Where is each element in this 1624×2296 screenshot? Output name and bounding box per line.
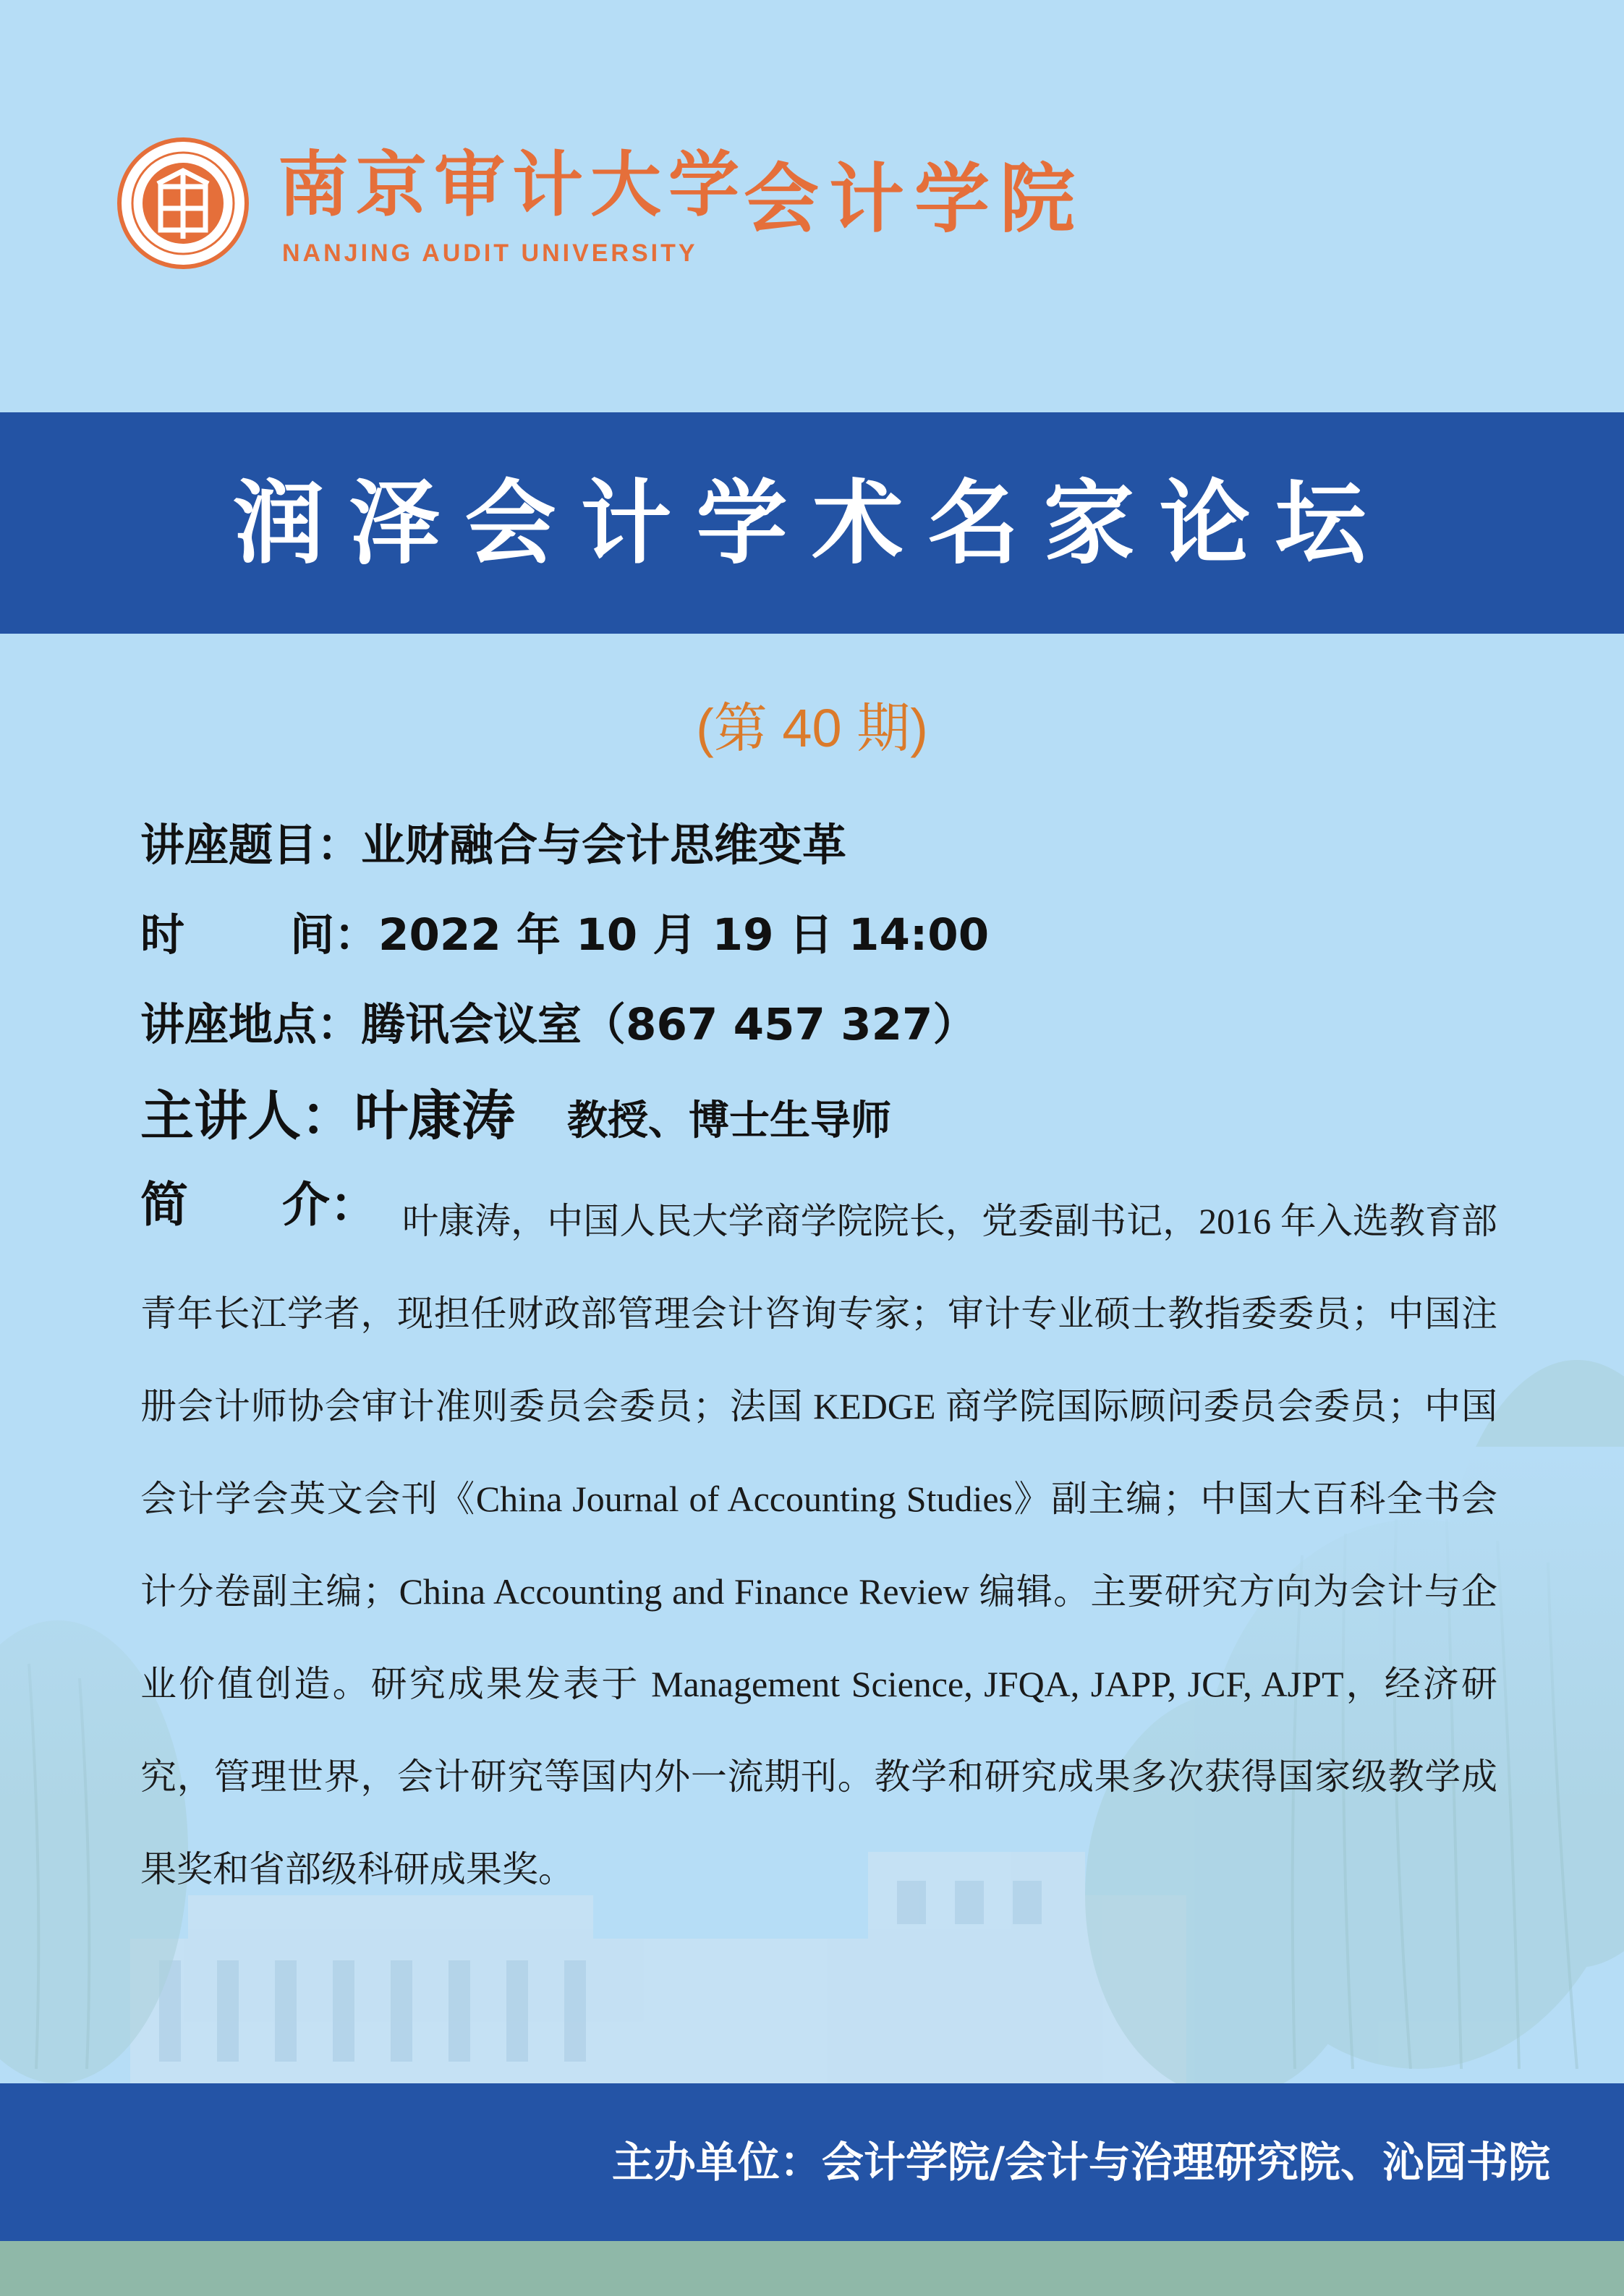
speaker-bio: 叶康涛，中国人民大学商学院院长，党委副书记，2016 年入选教育部青年长江学者，现担任财政部管理会计咨询专家；审计专业硕士教指委委员；中国注册会计师协会审计准则委员会委员；法国 KEDGE 商学院国际顾问委员会委员；中国会计学会英文会刊《China Journal of Accounting Studies》副主编；中国大百科全书会计分卷副主编；China Accounting and Finance Review 编辑。主要研究方向为会计与企业价值创造。研究成果发表于 Management Science, JFQA, JAPP, JCF, AJPT，经济研究，管理世界，会计研究等国内外一流期刊。教学和研究成果多次获得国家级教学成果奖和省部级科研成果奖。 — [140, 1201, 1497, 1889]
grass-strip — [0, 2241, 1624, 2296]
topic-value: 业财融合与会计思维变革 — [361, 820, 847, 871]
lecture-place-row — [140, 990, 977, 1053]
time-value: 2022 年 10 月 19 日 14:00 — [378, 909, 990, 961]
place-label: 讲座地点： — [140, 999, 362, 1050]
time-label — [140, 900, 378, 963]
university-name-cn: 南京审计大学 — [278, 143, 747, 226]
topic-label: 讲座题目： — [140, 820, 362, 871]
place-value: 腾讯会议室（867 457 327） — [361, 999, 977, 1050]
bio-label-a: 简 — [140, 1177, 188, 1233]
speaker-name: 叶康涛 — [354, 1085, 515, 1147]
college-name: 会计学院 — [744, 154, 1086, 243]
university-name-en: NANJING AUDIT UNIVERSITY — [282, 239, 698, 267]
bio-label-b: 介： — [282, 1177, 378, 1233]
lecture-time-row — [140, 900, 989, 963]
time-label-b: 间： — [290, 909, 379, 961]
university-seal-icon — [116, 136, 250, 271]
title-band — [0, 412, 1624, 634]
time-label-a: 时 — [140, 909, 185, 961]
footer-band — [0, 2083, 1624, 2241]
issue-number: (第 40 期) — [696, 698, 928, 758]
forum-title: 润泽会计学术名家论坛 — [233, 469, 1391, 577]
speaker-title: 教授、博士生导师 — [567, 1097, 891, 1144]
organizer: 主办单位：会计学院/会计与治理研究院、沁园书院 — [611, 2138, 1550, 2187]
lecture-topic-row — [140, 810, 846, 873]
speaker-row — [140, 1073, 891, 1150]
speaker-label: 主讲人： — [140, 1085, 354, 1147]
